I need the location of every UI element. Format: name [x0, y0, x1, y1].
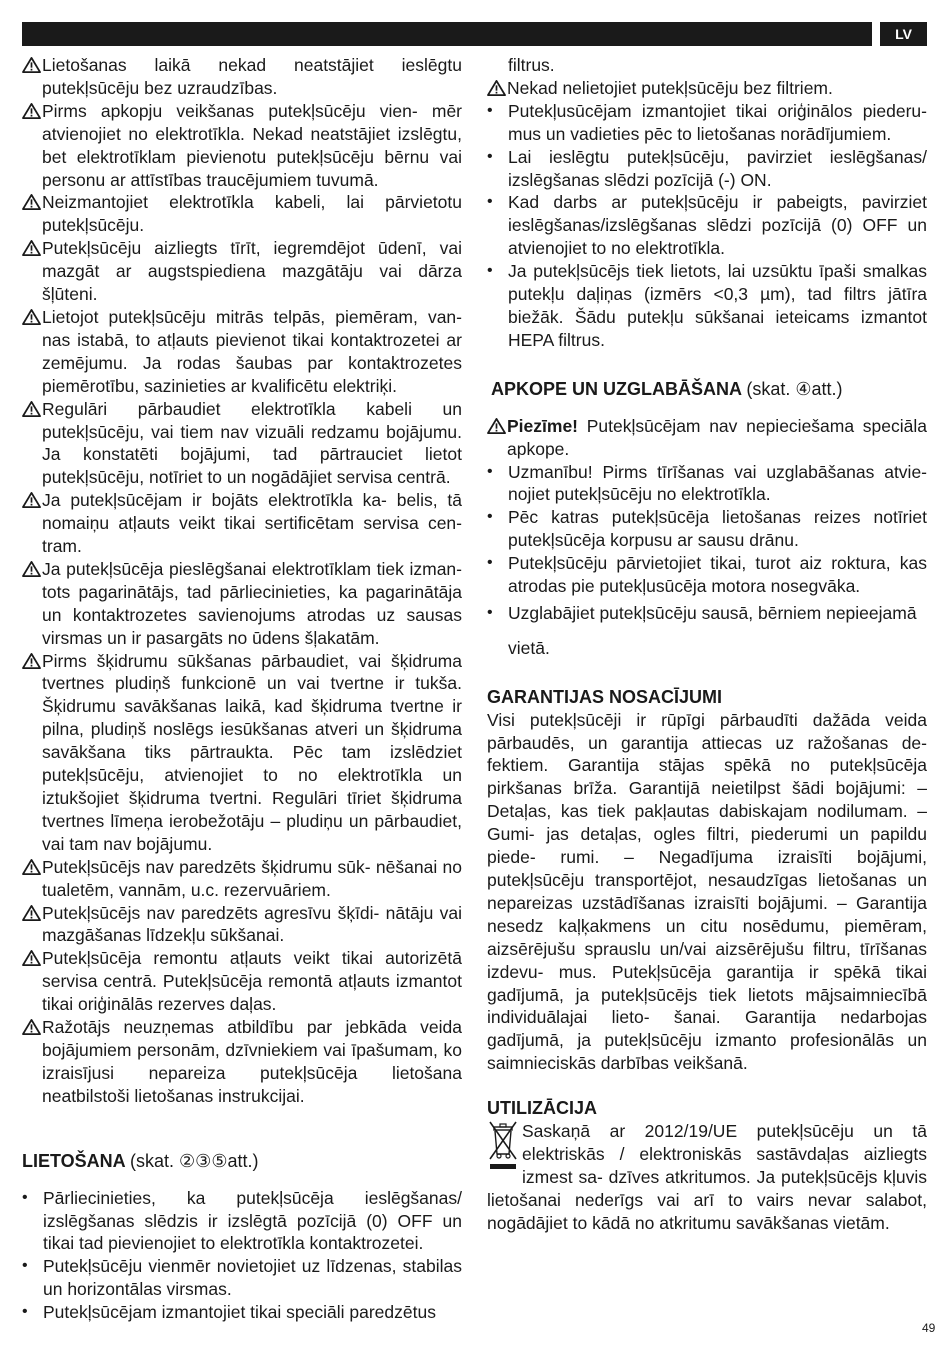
- warning-item: [22, 902, 462, 948]
- bullet-dot: •: [487, 193, 493, 211]
- warning-text: Ražotājs neuzņemas atbildību par jebkāda veida bojājumiem personām, dzīvniekiem vai īpašumam, ko izraisījusi nepareiza putekļsūcēja lietošana neatbilstoši lietošanas instrukcijai.: [42, 1017, 462, 1106]
- bullet-dot: •: [22, 1303, 28, 1321]
- bullet-dot: •: [487, 462, 493, 480]
- storage-bullet: [487, 602, 927, 625]
- note-label: Piezīme!: [507, 415, 578, 436]
- header-bar: [22, 22, 872, 46]
- warning-item: [22, 1016, 462, 1108]
- bullet-item: [487, 146, 927, 192]
- bullet-dot: •: [487, 603, 493, 621]
- bullet-dot: •: [22, 1257, 28, 1275]
- bullet-item: [487, 552, 927, 598]
- warning-triangle-icon: [22, 193, 41, 211]
- bullet-text: Putekļsūcēju pārvietojiet tikai, turot aiz roktura, kas atrodas pie putekļusūcēja motora nosegvāka.: [508, 553, 927, 597]
- warning-text: Regulāri pārbaudiet elektrotīkla kabeli un putekļsūcēju, vai tiem nav vizuāli redzamu bojājumu. Ja konstatēti bojājumi, tad pārtrauciet lietot putekļsūcēju, notīriet to un nogādājiet servisa centrā.: [42, 398, 462, 488]
- bullet-item: [487, 100, 927, 146]
- bullet-dot: •: [487, 508, 493, 526]
- warning-filters: [487, 77, 927, 100]
- warranty-text: Visi putekļsūcēji ir rūpīgi pārbaudīti dažāda veida pārbaudēs, un garantija attiecas uz ražošanas de- fektiem. Garantija stājas spēkā no putekļsūcēja pirkšanas brīža. Garantijā neietilpst šādi bojājumi: – Detaļas, kas tiek pakļautas dabiskajam nodilumam. – Gumi- jas detaļas, ogles filtri, piederumi un papildu piede- rumi. – Negadījuma izraisīti bojājumi, putekļsūcēju transportējot, nesaudzīgas lietošanas un nepareizas uzstādīšanas izraisīti bojājumi. – Garantija nesedz kaļķakmens un citu nosēdumu, piemēram, aizsērējušu sprauslu un/vai aizsērējušu filtru, tīrīšanas izdevu- mus. Putekļsūcēja garantija ir spēkā tikai gadījumā, ja putekļsūcējs tiek lietots mājsaimniecībā individuālajai lieto- šanai. Garantija nedarbojas gadījumā, ja putekļsūcēju izmanto profesionālās un saimnieciskās darbības veikšanā.: [487, 709, 927, 1074]
- bullet-text: Lai ieslēgtu putekļsūcēju, pavirziet ieslēgšanas/ izslēgšanas slēdzi pozīcijā (-) ON.: [508, 146, 927, 190]
- bullet-text: Uzmanību! Pirms tīrīšanas vai uzglabāšanas atvie- nojiet putekļsūcēju no elektrotīkla.: [508, 461, 927, 505]
- warning-text: Neizmantojiet elektrotīkla kabeli, lai pārvietotu putekļsūcēju.: [42, 192, 462, 236]
- bullet-item: [22, 1255, 462, 1301]
- maintenance-heading: [487, 378, 927, 401]
- warning-triangle-icon: [22, 652, 41, 670]
- maintenance-figure-ref: (skat. ④att.): [746, 378, 843, 399]
- page-number: 49: [922, 1321, 936, 1335]
- warning-triangle-icon: [22, 560, 41, 578]
- warning-triangle-icon: [22, 56, 41, 74]
- warning-text: Ja putekļsūcēja pieslēgšanai elektrotīklam tiek izman- tots pagarinātājs, tad pārliecinieties, ka pagarinātāja un kontaktrozetes savienojums atrodas uz sausas virsmas un ir pasargāts no ūdens šļakatām.: [42, 558, 462, 648]
- bullet-item: [487, 461, 927, 507]
- bullet-dot: •: [22, 1188, 28, 1206]
- bullet-item: [487, 260, 927, 352]
- disposal-heading: UTILIZĀCIJA: [487, 1098, 597, 1119]
- warning-item: [22, 306, 462, 398]
- warning-triangle-icon: [22, 858, 41, 876]
- left-column: [22, 54, 462, 1324]
- bullet-item: [487, 506, 927, 552]
- note-text-wrap: [507, 415, 927, 461]
- bullet-item: [22, 1187, 462, 1256]
- bullet-text: Putekļsūcēju vienmēr novietojiet uz līdzenas, stabilas un horizontālas virsmas.: [43, 1256, 462, 1300]
- maintenance-bullets: [487, 461, 927, 598]
- crossed-bin-icon: [487, 1120, 519, 1172]
- bullet-item: [22, 1301, 462, 1324]
- bullet-text: Pārliecinieties, ka putekļsūcēja ieslēgšanas/ izslēgšanas slēdzis ir izslēgtā pozīcijā (0) OFF un tikai tad pievienojiet to elektrotīkla kontaktrozetei.: [43, 1187, 462, 1254]
- note-text: Putekļsūcējam nav nepieciešama speciāla apkope.: [507, 415, 927, 459]
- warning-text: Putekļsūcējs nav paredzēts šķidrumu sūk- nēšanai no tualetēm, vannām, u.c. rezervuāriem.: [42, 856, 462, 900]
- disposal-block: [487, 1120, 927, 1235]
- warning-item: [22, 237, 462, 306]
- warning-text: Putekļsūcējs nav paredzēts agresīvu šķīdi- nātāju vai mazgāšanas līdzekļu sūkšanai.: [42, 902, 462, 946]
- warning-triangle-icon: [22, 491, 41, 509]
- continued-text: filtrus.: [508, 55, 555, 75]
- warning-triangle-icon: [22, 102, 41, 120]
- warning-triangle-icon: [487, 79, 506, 97]
- warning-item: [22, 489, 462, 558]
- language-badge: LV: [880, 22, 927, 46]
- usage-bullets: [22, 1187, 462, 1324]
- bullet-text: Kad darbs ar putekļsūcēju ir pabeigts, pavirziet ieslēgšanas/izslēgšanas slēdzi pozīcijā (0) OFF un atvienojiet to no elektrotīkla.: [508, 192, 927, 259]
- warning-item: [22, 191, 462, 237]
- bullet-dot: •: [487, 554, 493, 572]
- warning-text: Putekļsūcēju aizliegts tīrīt, iegremdējot ūdenī, vai mazgāt ar augstspiediena mazgātāju vai dārza šļūteni.: [42, 238, 462, 305]
- warning-text: Lietošanas laikā nekad neatstājiet ieslēgtu putekļsūcēju bez uzraudzības.: [42, 55, 462, 98]
- usage-heading: [22, 1150, 462, 1173]
- warning-item: [22, 856, 462, 902]
- usage-figure-ref: (skat. ②③⑤att.): [130, 1150, 259, 1171]
- warranty-heading: GARANTIJAS NOSACĪJUMI: [487, 686, 723, 707]
- warning-text: Pirms apkopju veikšanas putekļsūcēju vien- mēr atvienojiet no elektrotīkla. Nekad neatstājiet izslēgtu, bet elektrotīklam pievienotu putekļsūcēju bērnu vai personu ar attīstības traucējumiem tuvumā.: [42, 100, 462, 190]
- warning-text: Ja putekļsūcējam ir bojāts elektrotīkla ka- belis, tā nomaiņu atļauts veikt tikai sertificētam servisa cen- tram.: [42, 490, 462, 557]
- warning-triangle-icon: [22, 239, 41, 257]
- usage-bullets-continued: [487, 100, 927, 352]
- warning-triangle-icon: [22, 949, 41, 967]
- bullet-dot: •: [487, 262, 493, 280]
- warning-triangle-icon: [22, 400, 41, 418]
- storage-text-continued: vietā.: [508, 637, 550, 658]
- warning-text: Pirms šķidrumu sūkšanas pārbaudiet, vai šķidruma tvertnes pludiņš funkcionē un vai tvertne ir tukša. Šķidrumu savākšanas laikā, kad šķidruma tvertne ir pilna, pludiņš noslēgs iesūkšanas atveri un šķidruma savākšana tiks pārtraukta. Pēc tam izslēdziet putekļsūcēju, atvienojiet to no elektrotīkla un iztukšojiet šķidruma tvertni. Regulāri tīriet šķidruma tvertnes līmeņa ierobežotāju – pludiņu un pārbaudiet, vai tam nav bojājumu.: [42, 650, 462, 854]
- bullet-dot: •: [487, 147, 493, 165]
- bullet-text: Putekļsūcējam izmantojiet tikai speciāli paredzētus: [43, 1302, 436, 1323]
- usage-title: LIETOŠANA: [22, 1150, 126, 1171]
- right-column: [487, 54, 927, 1235]
- bullet-dot: •: [487, 101, 493, 119]
- warning-item: [22, 650, 462, 856]
- warning-item: [22, 100, 462, 192]
- note-warning: [487, 415, 927, 461]
- storage-text: Uzglabājiet putekļsūcēju sausā, bērniem nepieejamā: [508, 602, 917, 623]
- warning-triangle-icon: [487, 417, 506, 435]
- warning-triangle-icon: [22, 1018, 41, 1036]
- warning-item: [22, 398, 462, 490]
- bullet-text: Pēc katras putekļsūcēja lietošanas reizes notīriet putekļsūcēja korpusu ar sausu drānu.: [508, 507, 927, 551]
- warning-triangle-icon: [22, 904, 41, 922]
- warning-text: Nekad nelietojiet putekļsūcēju bez filtriem.: [507, 77, 833, 98]
- disposal-text: Saskaņā ar 2012/19/UE putekļsūcēju un tā elektriskās / elektroniskās sastāvdaļas aizliegts izmest sa- dzīves atkritumos. Ja putekļsūcējs kļuvis lietošanai nederīgs vai arī to vairs nevar salabot, nogādājiet to kādā no atkritumu savākšanas vietām.: [487, 1121, 927, 1233]
- warning-item: [22, 558, 462, 650]
- warning-item: [22, 54, 462, 100]
- bullet-item: [487, 191, 927, 260]
- warning-item: [22, 947, 462, 1016]
- bullet-text: Ja putekļsūcējs tiek lietots, lai uzsūktu īpaši smalkas putekļu daļiņas (izmērs <0,3 µm), tad filtrs jātīra biežāk. Šādu putekļu sūkšanai ieteicams izmantot HEPA filtrus.: [508, 261, 927, 350]
- warning-text: Lietojot putekļsūcēju mitrās telpās, piemēram, van- nas istabā, to atļauts pievienot tikai kontaktrozetei ar zemējumu. Ja rodas šaubas par kontaktrozetes piemērotību, sazinieties ar kvalificētu elektriķi.: [42, 306, 462, 396]
- bullet-text: Putekļusūcējam izmantojiet tikai oriģinālos piederu- mus un vadieties pēc to lietošanas norādījumiem.: [508, 100, 927, 144]
- warnings-list: [22, 54, 462, 1108]
- warning-text: Putekļsūcēja remontu atļauts veikt tikai autorizētā servisa centrā. Putekļsūcēja remontā atļauts izmantot tikai oriģinālās rezerves daļas.: [42, 948, 462, 1015]
- warning-triangle-icon: [22, 308, 41, 326]
- maintenance-title: APKOPE UN UZGLABĀŠANA: [491, 378, 742, 399]
